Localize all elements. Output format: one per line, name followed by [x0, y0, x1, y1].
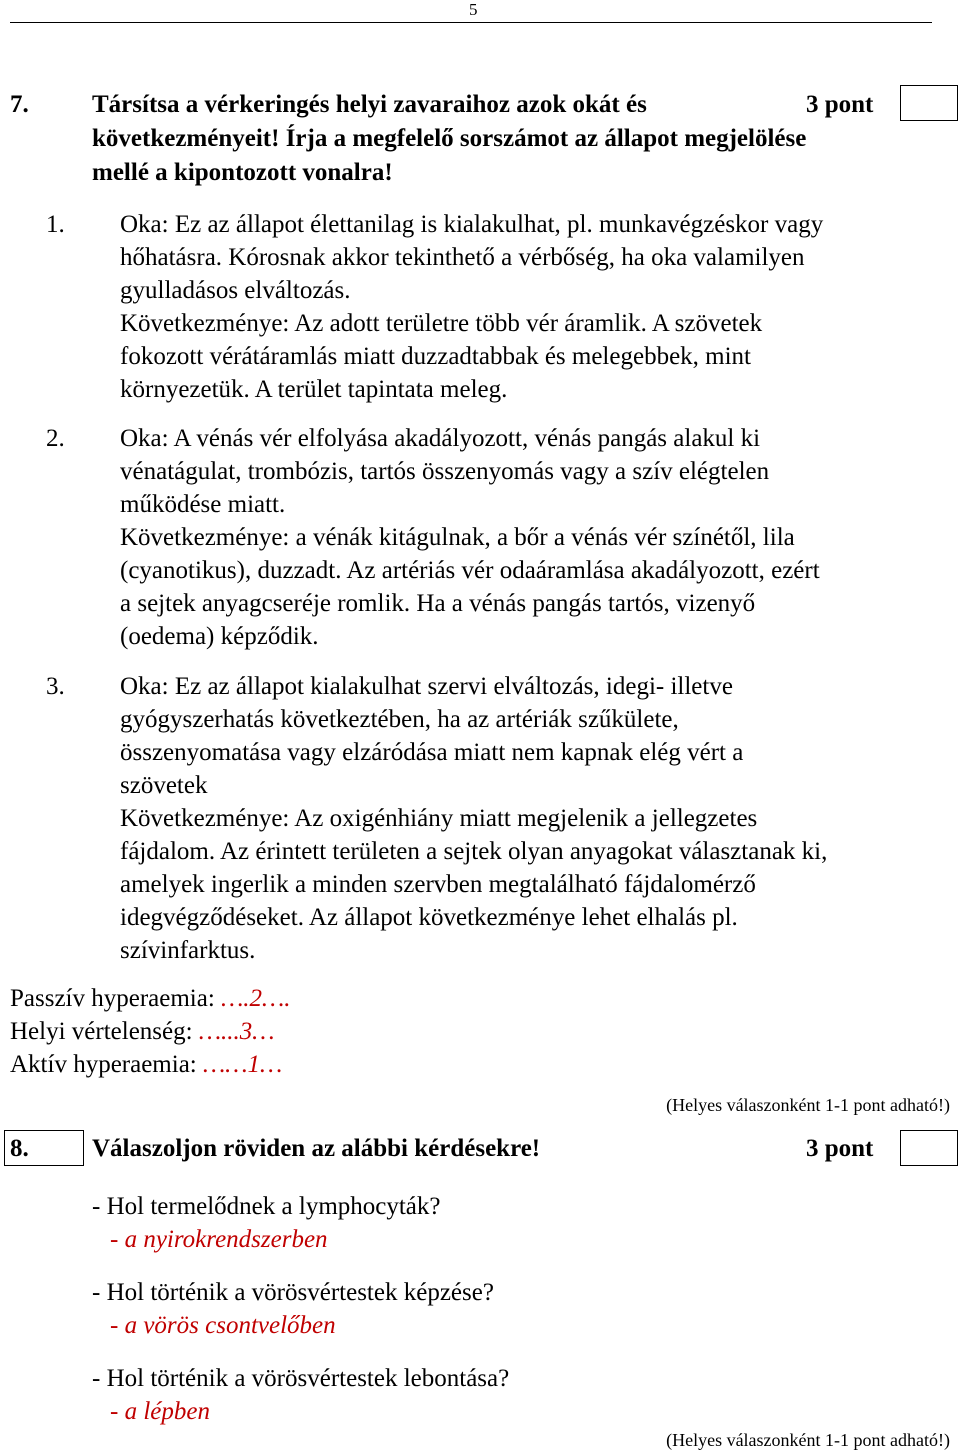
- q8-answer[interactable]: - a vörös csontvelőben: [110, 1312, 336, 1339]
- text-line: Következménye: Az oxigénhiány miatt megjelenik a jellegzetes: [120, 805, 758, 832]
- page-number: 5: [469, 0, 478, 19]
- text-line: gyógyszerhatás következtében, ha az artériák szűkülete,: [120, 706, 679, 733]
- q7-title-line: mellé a kipontozott vonalra!: [92, 159, 393, 186]
- q7-points: 3 pont: [806, 91, 874, 118]
- answer-row: [10, 1015, 275, 1048]
- q7-scoring-note: (Helyes válaszonként 1-1 pont adható!): [666, 1095, 950, 1115]
- answer-value[interactable]: …...3…: [198, 1018, 275, 1045]
- answer-label: Helyi vértelenség:: [10, 1018, 199, 1045]
- text-line: szívinfarktus.: [120, 937, 256, 964]
- text-line: Következménye: Az adott területre több vér áramlik. A szövetek: [120, 310, 763, 337]
- q8-question: - Hol történik a vörösvértestek képzése?: [92, 1279, 494, 1306]
- text-line: gyulladásos elváltozás.: [120, 277, 351, 304]
- q7-item-number: 3.: [46, 673, 65, 700]
- text-line: idegvégződéseket. Az állapot következménye lehet elhalás pl.: [120, 904, 738, 931]
- q8-answer[interactable]: - a nyirokrendszerben: [110, 1226, 328, 1253]
- text-line: működése miatt.: [120, 491, 286, 518]
- q7-score-box[interactable]: [900, 85, 958, 121]
- q7-title-line: Társítsa a vérkeringés helyi zavaraihoz azok okát és: [92, 91, 647, 118]
- answer-label: Passzív hyperaemia:: [10, 985, 222, 1012]
- text-line: (oedema) képződik.: [120, 623, 319, 650]
- text-line: Következménye: a vénák kitágulnak, a bőr a vénás vér színétől, lila: [120, 524, 795, 551]
- text-line: fokozott vérátáramlás miatt duzzadtabbak és melegebbek, mint: [120, 343, 752, 370]
- q8-scoring-note: (Helyes válaszonként 1-1 pont adható!): [666, 1430, 950, 1450]
- text-line: Oka: A vénás vér elfolyása akadályozott, vénás pangás alakul ki: [120, 425, 761, 452]
- text-line: hőhatásra. Kórosnak akkor tekinthető a vérbőség, ha oka valamilyen: [120, 244, 805, 271]
- q7-number: 7.: [10, 91, 29, 118]
- text-line: a sejtek anyagcseréje romlik. Ha a vénás pangás tartós, vizenyő: [120, 590, 756, 617]
- text-line: Oka: Ez az állapot kialakulhat szervi elváltozás, idegi- illetve: [120, 673, 733, 700]
- answer-row: [10, 1048, 282, 1081]
- q8-title: Válaszoljon röviden az alábbi kérdésekre!: [92, 1135, 541, 1162]
- answer-value[interactable]: ….2….: [221, 985, 291, 1012]
- text-line: környezetük. A terület tapintata meleg.: [120, 376, 508, 403]
- q7-item-number: 1.: [46, 211, 65, 238]
- text-line: szövetek: [120, 772, 208, 799]
- answer-label: Aktív hyperaemia:: [10, 1051, 203, 1078]
- q8-question: - Hol termelődnek a lymphocyták?: [92, 1193, 441, 1220]
- answer-row: [10, 982, 291, 1015]
- text-line: összenyomatása vagy elzáródása miatt nem kapnak elég vért a: [120, 739, 744, 766]
- q8-points: 3 pont: [806, 1135, 874, 1162]
- q7-item-number: 2.: [46, 425, 65, 452]
- q8-number: 8.: [10, 1135, 29, 1162]
- text-line: fájdalom. Az érintett területen a sejtek olyan anyagokat választanak ki,: [120, 838, 828, 865]
- text-line: vénatágulat, trombózis, tartós összenyomás vagy a szív elégtelen: [120, 458, 770, 485]
- q7-title-line: következményeit! Írja a megfelelő sorszámot az állapot megjelölése: [92, 125, 807, 152]
- text-line: Oka: Ez az állapot élettanilag is kialakulhat, pl. munkavégzéskor vagy: [120, 211, 824, 238]
- header-rule: [10, 22, 932, 23]
- text-line: amelyek ingerlik a minden szervben megtalálható fájdalomérző: [120, 871, 756, 898]
- text-line: (cyanotikus), duzzadt. Az artériás vér odaáramlása akadályozott, ezért: [120, 557, 820, 584]
- q8-question: - Hol történik a vörösvértestek lebontása?: [92, 1365, 510, 1392]
- q8-score-box[interactable]: [900, 1130, 958, 1166]
- answer-value[interactable]: ……1…: [203, 1051, 283, 1078]
- q8-answer[interactable]: - a lépben: [110, 1398, 210, 1425]
